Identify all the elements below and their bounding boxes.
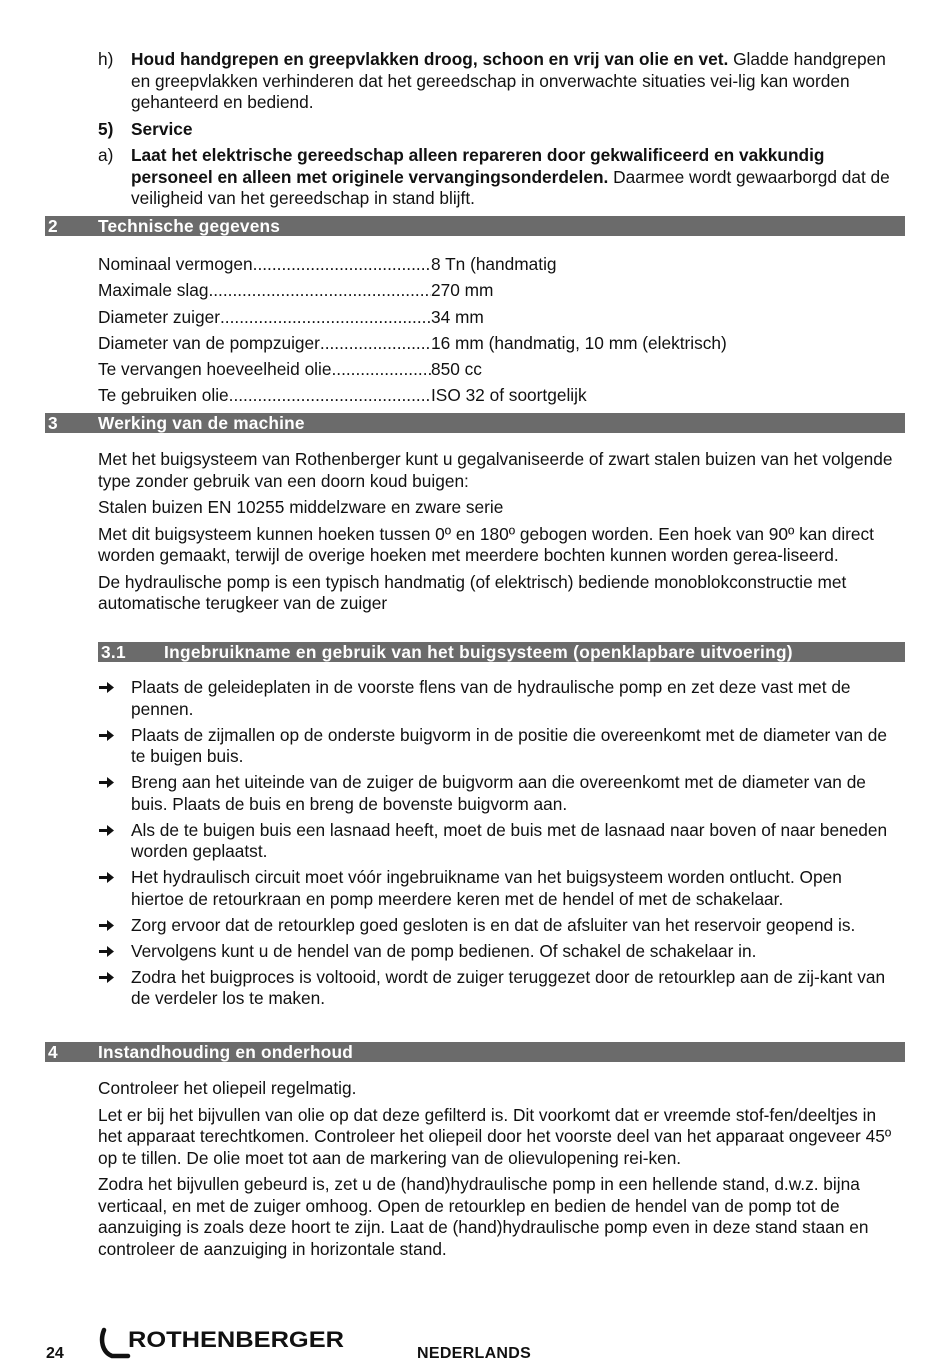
spec-key: Maximale slag (98, 280, 209, 301)
section-number: 3 (48, 413, 58, 433)
subsection-title: Ingebruikname en gebruik van het buigsysteem (openklapbare uitvoering) (164, 642, 793, 662)
spec-key: Diameter van de pompzuiger (98, 332, 320, 353)
spec-key: Te gebruiken olie (98, 385, 229, 406)
spec-leader-dots (253, 251, 431, 277)
list-item (98, 820, 898, 863)
section-number: 2 (48, 216, 58, 236)
arrow-right-icon (98, 867, 131, 910)
spec-key: Diameter zuiger (98, 306, 220, 327)
subsection-number: 3.1 (101, 642, 126, 662)
spec-leader-dots (220, 304, 431, 330)
arrow-right-icon (98, 915, 131, 937)
arrow-right-icon (98, 772, 131, 815)
list-item-text: Het hydraulisch circuit moet vóór ingebruikname van het buigsysteem worden ontlucht. Open hiertoe de retourkraan en pomp meerdere keren met de hendel of met de schakelaar. (131, 867, 842, 909)
arrow-right-icon (98, 820, 131, 863)
spec-row (98, 277, 898, 303)
list-item (98, 941, 898, 963)
language-label: NEDERLANDS (417, 1345, 532, 1362)
heading-text: Service (131, 118, 193, 139)
paragraph: Controleer het oliepeil regelmatig. (98, 1078, 357, 1098)
safety-instructions (98, 49, 898, 215)
section-title: Werking van de machine (98, 413, 305, 433)
arrow-right-icon (98, 725, 131, 768)
paragraph: Stalen buizen EN 10255 middelzware en zware serie (98, 497, 504, 517)
arrow-right-icon (98, 967, 131, 1010)
section-header-technical-data (45, 216, 905, 236)
spec-value: ISO 32 of soortgelijk (431, 385, 587, 406)
spec-leader-dots (208, 277, 431, 303)
item-text: Gladde handgrepen en greepvlakken verhinderen dat het gereedschap in onverwachte situaties vei-lig kan worden gehanteerd en bediend. (131, 49, 886, 112)
spec-value: 34 mm (431, 306, 484, 327)
list-item (98, 967, 898, 1010)
spec-value: 850 cc (431, 359, 482, 380)
spec-row (98, 330, 898, 356)
paragraph: Let er bij het bijvullen van olie op dat deze gefilterd is. Dit voorkomt dat er vreemde stof-fen/deeltjes in het apparaat terechtkomen. Controleer het oliepeil door het voorste deel van het apparaat ongeveer 45º op te tillen. De olie moet tot aan de markering van de olievulopening rei-ken. (98, 1104, 892, 1168)
spec-key: Nominaal vermogen (98, 254, 253, 274)
list-item-text: Vervolgens kunt u de hendel van de pomp bedienen. Of schakel de schakelaar in. (131, 940, 757, 961)
list-item-text: Zorg ervoor dat de retourklep goed gesloten is en dat de afsluiter van het reservoir geopend is. (131, 914, 856, 935)
list-item (98, 867, 898, 910)
section-header-maintenance (45, 1042, 905, 1062)
paragraph: Met het buigsysteem van Rothenberger kunt u gegalvaniseerde of zwart stalen buizen van het volgende type zonder gebruik van een doorn koud buigen: (98, 449, 893, 491)
list-item-text: Plaats de geleideplaten in de voorste flens van de hydraulische pomp en zet deze vast met de pennen. (131, 677, 851, 719)
item-label: a) (98, 145, 114, 165)
spec-list (98, 251, 898, 409)
item-label: h) (98, 49, 114, 69)
section-header-operation (45, 413, 905, 433)
safety-item-a (98, 145, 898, 210)
section-title: Technische gegevens (98, 216, 281, 236)
spec-value: 16 mm (handmatig, 10 mm (elektrisch) (431, 332, 727, 353)
spec-key: Te vervangen hoeveelheid olie (98, 359, 332, 380)
paragraph: De hydraulische pomp is een typisch handmatig (of elektrisch) bediende monoblokconstructie met automatische terugkeer van de zuiger (98, 571, 847, 613)
service-heading (98, 119, 898, 141)
paragraph: Met dit buigsysteem kunnen hoeken tussen 0º en 180º gebogen worden. Een hoek van 90º kan direct worden gemaakt, terwijl de overige hoeken met meerdere bochten kunnen worden gerea-liseerd. (98, 523, 874, 565)
spec-row (98, 251, 898, 277)
list-item (98, 772, 898, 815)
operation-text (98, 449, 898, 620)
arrow-right-icon (98, 941, 131, 963)
subsection-header-usage (98, 642, 905, 662)
list-item (98, 677, 898, 720)
list-item-text: Breng aan het uiteinde van de zuiger de buigvorm aan die overeenkomt met de diameter van de buis. Plaats de buis en breng de bovenste buigvorm aan. (131, 772, 866, 814)
spec-row (98, 382, 898, 408)
maintenance-text (98, 1078, 898, 1265)
section-title: Instandhouding en onderhoud (98, 1042, 353, 1062)
page-number: 24 (46, 1345, 64, 1362)
spec-row (98, 304, 898, 330)
spec-value: 8 Tn (handmatig (431, 254, 557, 274)
paragraph: Zodra het bijvullen gebeurd is, zet u de (hand)hydraulische pomp in een hellende stand, d.w.z. bijna verticaal, en met de zuiger omhoog. Open de retourklep en bedien de hendel van de pomp tot de aanzuiging is zoals deze hoort te zijn. Laat de (hand)hydraulische pomp even in deze stand staan en controleer de aanzuiging in horizontale stand. (98, 1174, 869, 1259)
list-item-text: Zodra het buigproces is voltooid, wordt de zuiger teruggezet door de retourklep aan de zij-kant van de verdeler los te maken. (131, 966, 886, 1008)
item-label: 5) (98, 118, 114, 139)
safety-item-h (98, 49, 898, 114)
list-item-text: Als de te buigen buis een lasnaad heeft, moet de buis met de lasnaad naar boven of naar beneden worden geplaatst. (131, 819, 888, 861)
spec-value: 270 mm (431, 280, 494, 301)
spec-leader-dots (229, 382, 431, 408)
logo-brand-text: ROTHENBERGER (128, 1327, 345, 1352)
spec-row (98, 356, 898, 382)
spec-leader-dots (331, 356, 431, 382)
list-item-text: Plaats de zijmallen op de onderste buigvorm in de positie die overeenkomt met de diameter van de te buigen buis. (131, 724, 888, 766)
list-item (98, 915, 898, 937)
arrow-right-icon (98, 677, 131, 720)
item-bold-text: Laat het elektrische gereedschap alleen repareren door gekwalificeerd en vakkundig personeel en alleen met originele vervangingsonderdelen. (131, 145, 825, 187)
item-bold-text: Houd handgrepen en greepvlakken droog, schoon en vrij van olie en vet. (131, 49, 729, 69)
rothenberger-logo (98, 1322, 348, 1362)
section-number: 4 (48, 1042, 58, 1062)
instruction-list (98, 677, 898, 1014)
list-item (98, 725, 898, 768)
spec-leader-dots (320, 330, 431, 356)
item-text: Daarmee wordt gewaarborgd dat de veiligheid van het gereedschap in stand blijft. (131, 166, 890, 208)
